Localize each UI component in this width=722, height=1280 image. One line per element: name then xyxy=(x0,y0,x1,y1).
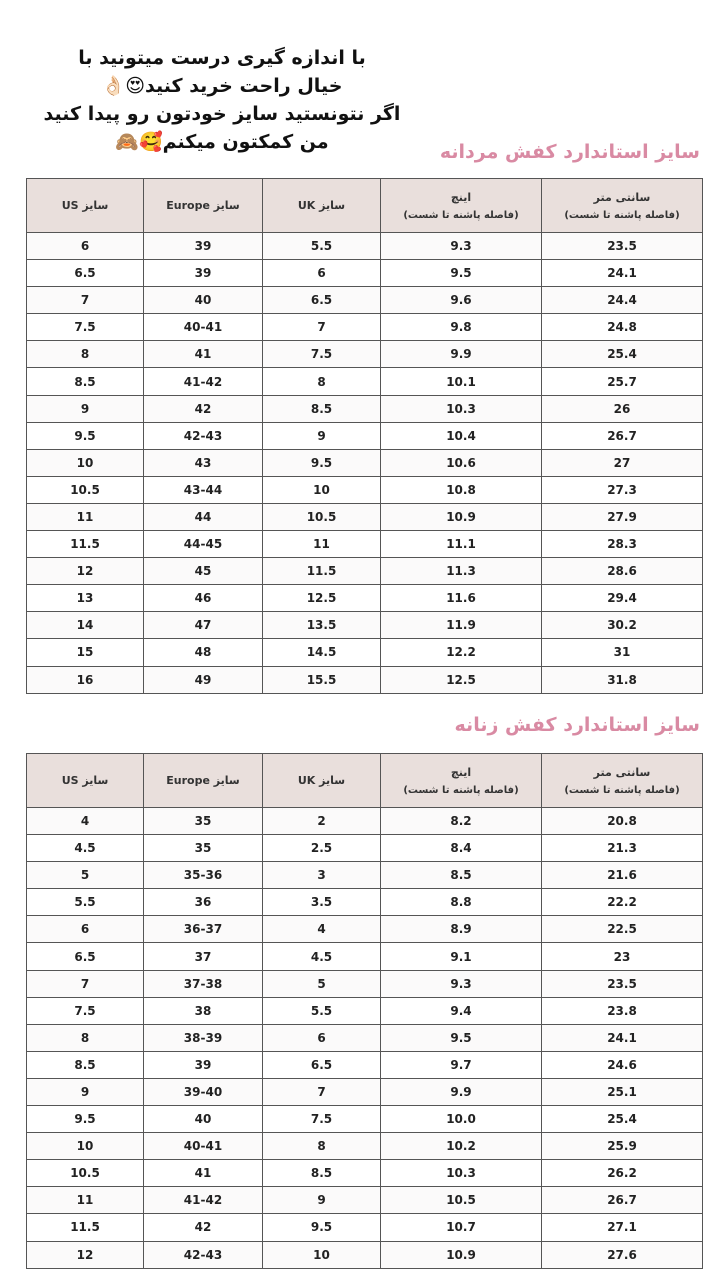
cell-us: 10 xyxy=(27,449,144,476)
table-row xyxy=(27,1051,703,1078)
women-header-europe: سایز Europe xyxy=(144,754,263,808)
caption-line-2: خیال راحت خرید کنید😍👌🏻 xyxy=(101,75,343,97)
cell-us: 5.5 xyxy=(27,889,144,916)
men-header-europe: سایز Europe xyxy=(144,179,263,233)
cell-us: 12 xyxy=(27,558,144,585)
cell-inch: 9.5 xyxy=(381,260,542,287)
table-row xyxy=(27,1133,703,1160)
cell-cm: 24.4 xyxy=(542,287,703,314)
cell-cm: 24.8 xyxy=(542,314,703,341)
cell-europe: 47 xyxy=(144,612,263,639)
cell-cm: 25.9 xyxy=(542,1133,703,1160)
cell-uk: 9 xyxy=(263,1187,381,1214)
cell-cm: 23.5 xyxy=(542,233,703,260)
table-row xyxy=(27,1160,703,1187)
men-table-body xyxy=(27,233,703,694)
women-header-us: سایز US xyxy=(27,754,144,808)
table-row xyxy=(27,943,703,970)
cell-europe: 40-41 xyxy=(144,314,263,341)
cell-europe: 42 xyxy=(144,395,263,422)
cell-europe: 42-43 xyxy=(144,1241,263,1268)
cell-us: 5 xyxy=(27,862,144,889)
cell-cm: 24.6 xyxy=(542,1051,703,1078)
cell-europe: 35 xyxy=(144,835,263,862)
table-row xyxy=(27,1024,703,1051)
cell-us: 8.5 xyxy=(27,1051,144,1078)
cell-us: 11.5 xyxy=(27,1214,144,1241)
cell-uk: 13.5 xyxy=(263,612,381,639)
cell-inch: 9.4 xyxy=(381,997,542,1024)
cell-inch: 9.3 xyxy=(381,233,542,260)
cell-europe: 42-43 xyxy=(144,422,263,449)
cell-uk: 4.5 xyxy=(263,943,381,970)
men-header-cm: سانتی متر (فاصله پاشنه تا شست) xyxy=(542,179,703,233)
cell-uk: 8 xyxy=(263,1133,381,1160)
cell-europe: 43 xyxy=(144,449,263,476)
table-row xyxy=(27,531,703,558)
cell-cm: 26.7 xyxy=(542,422,703,449)
cell-cm: 21.6 xyxy=(542,862,703,889)
cell-uk: 10.5 xyxy=(263,503,381,530)
cell-cm: 26.2 xyxy=(542,1160,703,1187)
table-row xyxy=(27,1187,703,1214)
cell-inch: 9.1 xyxy=(381,943,542,970)
table-row xyxy=(27,449,703,476)
cell-europe: 40-41 xyxy=(144,1133,263,1160)
cell-cm: 23.5 xyxy=(542,970,703,997)
cell-uk: 12.5 xyxy=(263,585,381,612)
cell-us: 9.5 xyxy=(27,1106,144,1133)
table-row xyxy=(27,862,703,889)
cell-uk: 5.5 xyxy=(263,997,381,1024)
cell-europe: 41 xyxy=(144,1160,263,1187)
cell-us: 7 xyxy=(27,287,144,314)
cell-us: 15 xyxy=(27,639,144,666)
cell-us: 10.5 xyxy=(27,476,144,503)
cell-inch: 11.3 xyxy=(381,558,542,585)
cell-inch: 9.3 xyxy=(381,970,542,997)
table-row xyxy=(27,233,703,260)
cell-inch: 10.3 xyxy=(381,1160,542,1187)
table-row xyxy=(27,639,703,666)
cell-uk: 4 xyxy=(263,916,381,943)
women-header-uk: سایز UK xyxy=(263,754,381,808)
table-row xyxy=(27,558,703,585)
cell-uk: 7 xyxy=(263,314,381,341)
cell-us: 7.5 xyxy=(27,314,144,341)
cell-us: 9.5 xyxy=(27,422,144,449)
caption-line-1: با اندازه گیری درست میتونید با xyxy=(78,47,366,69)
cell-europe: 42 xyxy=(144,1214,263,1241)
cell-inch: 11.9 xyxy=(381,612,542,639)
cell-uk: 14.5 xyxy=(263,639,381,666)
cell-uk: 2.5 xyxy=(263,835,381,862)
men-header-us: سایز US xyxy=(27,179,144,233)
cell-inch: 8.9 xyxy=(381,916,542,943)
cell-cm: 24.1 xyxy=(542,260,703,287)
table-row xyxy=(27,835,703,862)
cell-cm: 25.7 xyxy=(542,368,703,395)
cell-uk: 9.5 xyxy=(263,449,381,476)
cell-cm: 23 xyxy=(542,943,703,970)
table-row xyxy=(27,612,703,639)
cell-uk: 2 xyxy=(263,808,381,835)
cell-europe: 48 xyxy=(144,639,263,666)
table-row xyxy=(27,1214,703,1241)
cell-europe: 35-36 xyxy=(144,862,263,889)
cell-europe: 36-37 xyxy=(144,916,263,943)
cell-cm: 22.2 xyxy=(542,889,703,916)
table-row xyxy=(27,808,703,835)
cell-us: 9 xyxy=(27,1078,144,1105)
cell-cm: 20.8 xyxy=(542,808,703,835)
cell-uk: 11.5 xyxy=(263,558,381,585)
table-row xyxy=(27,341,703,368)
cell-inch: 10.6 xyxy=(381,449,542,476)
cell-cm: 25.4 xyxy=(542,341,703,368)
cell-cm: 23.8 xyxy=(542,997,703,1024)
table-row xyxy=(27,916,703,943)
cell-inch: 11.1 xyxy=(381,531,542,558)
cell-inch: 10.9 xyxy=(381,503,542,530)
cell-cm: 25.4 xyxy=(542,1106,703,1133)
cell-us: 11 xyxy=(27,1187,144,1214)
cell-cm: 24.1 xyxy=(542,1024,703,1051)
cell-inch: 10.4 xyxy=(381,422,542,449)
cell-europe: 39 xyxy=(144,260,263,287)
cell-cm: 31 xyxy=(542,639,703,666)
cell-inch: 12.2 xyxy=(381,639,542,666)
cell-europe: 46 xyxy=(144,585,263,612)
cell-us: 12 xyxy=(27,1241,144,1268)
cell-uk: 8 xyxy=(263,368,381,395)
cell-inch: 8.2 xyxy=(381,808,542,835)
table-row xyxy=(27,476,703,503)
table-row xyxy=(27,1241,703,1268)
cell-cm: 27 xyxy=(542,449,703,476)
table-row xyxy=(27,666,703,693)
women-size-title: سایز استاندارد کفش زنانه xyxy=(454,714,700,736)
table-row xyxy=(27,1078,703,1105)
cell-us: 16 xyxy=(27,666,144,693)
cell-europe: 39 xyxy=(144,233,263,260)
cell-europe: 36 xyxy=(144,889,263,916)
table-row xyxy=(27,287,703,314)
men-size-title: سایز استاندارد کفش مردانه xyxy=(439,141,700,163)
cell-inch: 10.8 xyxy=(381,476,542,503)
table-row xyxy=(27,395,703,422)
cell-uk: 3.5 xyxy=(263,889,381,916)
cell-us: 9 xyxy=(27,395,144,422)
table-row xyxy=(27,503,703,530)
cell-europe: 43-44 xyxy=(144,476,263,503)
cell-inch: 10.2 xyxy=(381,1133,542,1160)
cell-uk: 7.5 xyxy=(263,1106,381,1133)
cell-inch: 9.9 xyxy=(381,1078,542,1105)
cell-uk: 6 xyxy=(263,1024,381,1051)
cell-us: 6 xyxy=(27,233,144,260)
cell-inch: 11.6 xyxy=(381,585,542,612)
cell-us: 8 xyxy=(27,341,144,368)
cell-us: 6 xyxy=(27,916,144,943)
cell-cm: 31.8 xyxy=(542,666,703,693)
cell-inch: 12.5 xyxy=(381,666,542,693)
cell-inch: 10.1 xyxy=(381,368,542,395)
cell-uk: 10 xyxy=(263,1241,381,1268)
cell-uk: 7 xyxy=(263,1078,381,1105)
cell-europe: 39 xyxy=(144,1051,263,1078)
table-row xyxy=(27,970,703,997)
men-header-row xyxy=(27,179,703,233)
cell-europe: 37-38 xyxy=(144,970,263,997)
cell-europe: 38 xyxy=(144,997,263,1024)
cell-europe: 41-42 xyxy=(144,1187,263,1214)
cell-europe: 39-40 xyxy=(144,1078,263,1105)
table-row xyxy=(27,422,703,449)
cell-europe: 35 xyxy=(144,808,263,835)
cell-uk: 5.5 xyxy=(263,233,381,260)
cell-europe: 40 xyxy=(144,1106,263,1133)
cell-inch: 9.9 xyxy=(381,341,542,368)
table-row xyxy=(27,997,703,1024)
cell-us: 8.5 xyxy=(27,368,144,395)
cell-us: 8 xyxy=(27,1024,144,1051)
cell-us: 14 xyxy=(27,612,144,639)
cell-inch: 10.7 xyxy=(381,1214,542,1241)
cell-us: 13 xyxy=(27,585,144,612)
women-header-row xyxy=(27,754,703,808)
cell-inch: 10.5 xyxy=(381,1187,542,1214)
cell-cm: 27.3 xyxy=(542,476,703,503)
cell-cm: 26.7 xyxy=(542,1187,703,1214)
cell-uk: 9 xyxy=(263,422,381,449)
men-size-table xyxy=(26,178,703,694)
cell-inch: 10.3 xyxy=(381,395,542,422)
cell-europe: 44-45 xyxy=(144,531,263,558)
cell-us: 7 xyxy=(27,970,144,997)
cell-us: 4.5 xyxy=(27,835,144,862)
cell-us: 4 xyxy=(27,808,144,835)
table-row xyxy=(27,585,703,612)
cell-cm: 27.9 xyxy=(542,503,703,530)
table-row xyxy=(27,1106,703,1133)
cell-uk: 7.5 xyxy=(263,341,381,368)
cell-cm: 27.1 xyxy=(542,1214,703,1241)
cell-uk: 10 xyxy=(263,476,381,503)
cell-cm: 26 xyxy=(542,395,703,422)
cell-europe: 49 xyxy=(144,666,263,693)
cell-us: 11 xyxy=(27,503,144,530)
cell-europe: 41-42 xyxy=(144,368,263,395)
cell-uk: 8.5 xyxy=(263,1160,381,1187)
cell-cm: 25.1 xyxy=(542,1078,703,1105)
cell-cm: 27.6 xyxy=(542,1241,703,1268)
cell-us: 6.5 xyxy=(27,943,144,970)
cell-us: 11.5 xyxy=(27,531,144,558)
table-row xyxy=(27,314,703,341)
caption-text xyxy=(12,44,432,156)
men-header-inch: اینچ (فاصله پاشنه تا شست) xyxy=(381,179,542,233)
cell-us: 6.5 xyxy=(27,260,144,287)
women-header-cm: سانتی متر (فاصله پاشنه تا شست) xyxy=(542,754,703,808)
cell-uk: 6.5 xyxy=(263,1051,381,1078)
women-header-inch: اینچ (فاصله پاشنه تا شست) xyxy=(381,754,542,808)
cell-europe: 41 xyxy=(144,341,263,368)
cell-inch: 9.7 xyxy=(381,1051,542,1078)
men-header-uk: سایز UK xyxy=(263,179,381,233)
cell-europe: 40 xyxy=(144,287,263,314)
cell-uk: 15.5 xyxy=(263,666,381,693)
cell-uk: 6 xyxy=(263,260,381,287)
cell-uk: 11 xyxy=(263,531,381,558)
cell-cm: 30.2 xyxy=(542,612,703,639)
cell-inch: 9.6 xyxy=(381,287,542,314)
cell-inch: 9.8 xyxy=(381,314,542,341)
women-table-body xyxy=(27,808,703,1269)
cell-inch: 8.5 xyxy=(381,862,542,889)
cell-inch: 8.4 xyxy=(381,835,542,862)
cell-cm: 29.4 xyxy=(542,585,703,612)
table-row xyxy=(27,368,703,395)
caption-line-3: اگر نتونستید سایز خودتون رو پیدا کنید xyxy=(43,103,401,125)
cell-us: 10.5 xyxy=(27,1160,144,1187)
caption-line-4: من کمکتون میکنم🥰🙈 xyxy=(115,131,329,153)
cell-europe: 37 xyxy=(144,943,263,970)
cell-uk: 3 xyxy=(263,862,381,889)
cell-cm: 28.3 xyxy=(542,531,703,558)
cell-europe: 44 xyxy=(144,503,263,530)
cell-europe: 38-39 xyxy=(144,1024,263,1051)
cell-uk: 9.5 xyxy=(263,1214,381,1241)
cell-cm: 28.6 xyxy=(542,558,703,585)
cell-inch: 10.0 xyxy=(381,1106,542,1133)
women-size-table xyxy=(26,753,703,1269)
cell-us: 7.5 xyxy=(27,997,144,1024)
table-row xyxy=(27,260,703,287)
cell-uk: 8.5 xyxy=(263,395,381,422)
cell-inch: 10.9 xyxy=(381,1241,542,1268)
cell-cm: 21.3 xyxy=(542,835,703,862)
cell-inch: 9.5 xyxy=(381,1024,542,1051)
cell-cm: 22.5 xyxy=(542,916,703,943)
cell-europe: 45 xyxy=(144,558,263,585)
cell-uk: 6.5 xyxy=(263,287,381,314)
cell-uk: 5 xyxy=(263,970,381,997)
table-row xyxy=(27,889,703,916)
cell-us: 10 xyxy=(27,1133,144,1160)
cell-inch: 8.8 xyxy=(381,889,542,916)
